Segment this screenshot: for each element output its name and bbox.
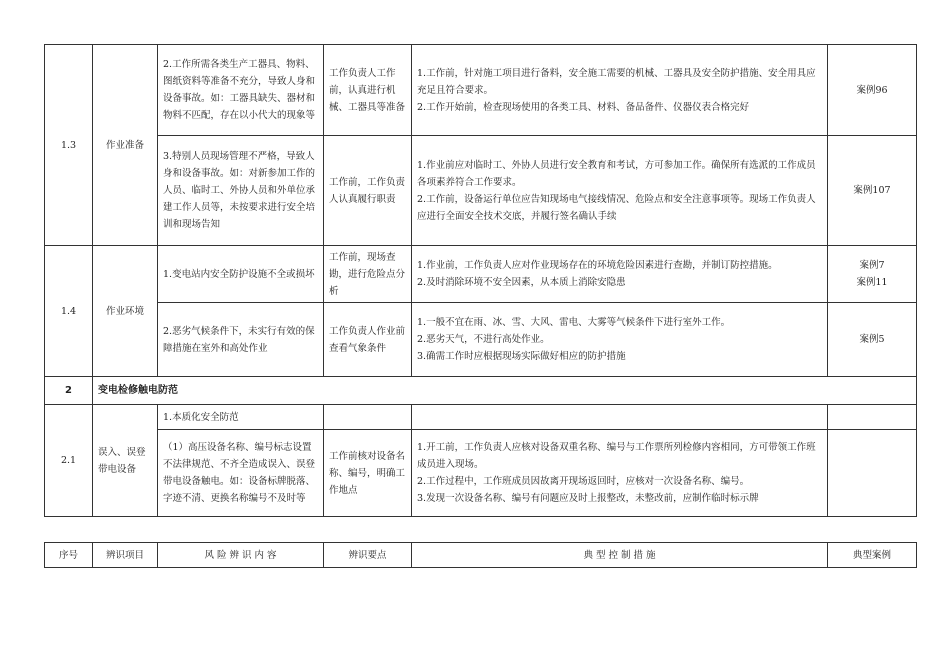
measure-item: 1.一般不宜在雨、冰、雪、大风、雷电、大雾等气候条件下进行室外工作。 bbox=[417, 317, 731, 328]
measure-item: 3.确需工作时应根据现场实际做好相应的防护措施 bbox=[417, 351, 626, 362]
table-row bbox=[45, 246, 917, 303]
risk-content: （1）高压设备名称、编号标志设置不法律规范、不齐全造成误入、误登带电设备触电。如：设备标牌脱落、字迹不清、更换名称编号不及时等 bbox=[158, 430, 324, 517]
case-ref: 案例96 bbox=[828, 45, 917, 136]
identify-item: 作业准备 bbox=[93, 45, 158, 246]
measure-item: 1.作业前，工作负责人应对作业现场存在的环境危险因素进行查勘，并制订防控措施。 bbox=[417, 260, 778, 271]
subsection-label: 1.本质化安全防范 bbox=[158, 405, 324, 430]
case-ref: 案例107 bbox=[828, 136, 917, 246]
risk-content: 2.恶劣气候条件下，未实行有效的保障措施在室外和高处作业 bbox=[158, 303, 324, 377]
identify-point: 工作前核对设备名称、编号，明确工作地点 bbox=[324, 430, 412, 517]
measure-item: 2.恶劣天气，不进行高处作业。 bbox=[417, 334, 550, 345]
identify-point: 工作负责人工作前，认真进行机械、工器具等准备 bbox=[324, 45, 412, 136]
table-row bbox=[45, 136, 917, 246]
header-case: 典型案例 bbox=[828, 543, 917, 568]
control-measures bbox=[412, 136, 828, 246]
header-row bbox=[45, 543, 917, 568]
header-measures: 典 型 控 制 措 施 bbox=[412, 543, 828, 568]
control-measures bbox=[412, 430, 828, 517]
header-item: 辨识项目 bbox=[93, 543, 158, 568]
measure-item: 1.开工前，工作负责人应核对设备双重名称、编号与工作票所列检修内容相同，方可带领工作班成员进入现场。 bbox=[417, 442, 816, 470]
empty-cell bbox=[412, 405, 828, 430]
section-row bbox=[45, 377, 917, 405]
case-ref bbox=[828, 246, 917, 303]
measure-item: 2.工作过程中，工作班成员因故离开现场返回时，应核对一次设备名称、编号。 bbox=[417, 476, 750, 487]
measure-item: 1.工作前，针对施工项目进行备料，安全施工需要的机械、工器具及安全防护措施、安全用具应充足且符合要求。 bbox=[417, 67, 816, 96]
header-point: 辨识要点 bbox=[324, 543, 412, 568]
table-row bbox=[45, 430, 917, 517]
identify-point: 工作负责人作业前查看气象条件 bbox=[324, 303, 412, 377]
table-row bbox=[45, 303, 917, 377]
table-row bbox=[45, 405, 917, 430]
control-measures bbox=[412, 303, 828, 377]
empty-cell bbox=[828, 430, 917, 517]
control-measures bbox=[412, 45, 828, 136]
measure-item: 1.作业前应对临时工、外协人员进行安全教育和考试，方可参加工作。确保所有选派的工作成员各项素养符合工作要求。 bbox=[417, 159, 816, 188]
section-title: 变电检修触电防范 bbox=[93, 377, 917, 405]
risk-content: 1.变电站内安全防护设施不全或损坏 bbox=[158, 246, 324, 303]
identify-point: 工作前，现场查勘，进行危险点分析 bbox=[324, 246, 412, 303]
measure-item: 2.及时消除环境不安全因素，从本质上消除安隐患 bbox=[417, 277, 626, 288]
measure-item: 3.发现一次设备名称、编号有问题应及时上报整改，未整改前，应制作临时标示牌 bbox=[417, 493, 759, 504]
column-header-table bbox=[44, 542, 917, 568]
control-measures bbox=[412, 246, 828, 303]
case-ref-item: 案例7 bbox=[859, 260, 885, 271]
empty-cell bbox=[324, 405, 412, 430]
empty-cell bbox=[828, 405, 917, 430]
risk-content: 2.工作所需各类生产工器具、物料、图纸资料等准备不充分，导致人身和设备事故。如：工器具缺失、器材和物料不匹配，存在以小代大的现象等 bbox=[158, 45, 324, 136]
risk-control-table bbox=[44, 44, 917, 517]
header-serial: 序号 bbox=[45, 543, 93, 568]
measure-item: 2.工作前，设备运行单位应告知现场电气接线情况、危险点和安全注意事项等。现场工作负责人应进行全面安全技术交底，并履行签名确认手续 bbox=[417, 193, 816, 222]
row-number: 2.1 bbox=[45, 405, 93, 517]
row-number: 1.3 bbox=[45, 45, 93, 246]
identify-item: 误入、误登带电设备 bbox=[93, 405, 158, 517]
case-ref: 案例5 bbox=[828, 303, 917, 377]
measure-item: 2.工作开始前，检查现场使用的各类工具、材料、备品备件、仪器仪表合格完好 bbox=[417, 101, 750, 113]
table-row bbox=[45, 45, 917, 136]
header-risk: 风 险 辨 识 内 容 bbox=[158, 543, 324, 568]
identify-item: 作业环境 bbox=[93, 246, 158, 377]
row-number: 1.4 bbox=[45, 246, 93, 377]
risk-content: 3.特别人员现场管理不严格，导致人身和设备事故。如：对新参加工作的人员、临时工、外协人员和外单位承建工作人员等，未按要求进行安全培训和现场告知 bbox=[158, 136, 324, 246]
section-number: 2 bbox=[45, 377, 93, 405]
identify-point: 工作前，工作负责人认真履行职责 bbox=[324, 136, 412, 246]
case-ref-item: 案例11 bbox=[856, 277, 888, 288]
